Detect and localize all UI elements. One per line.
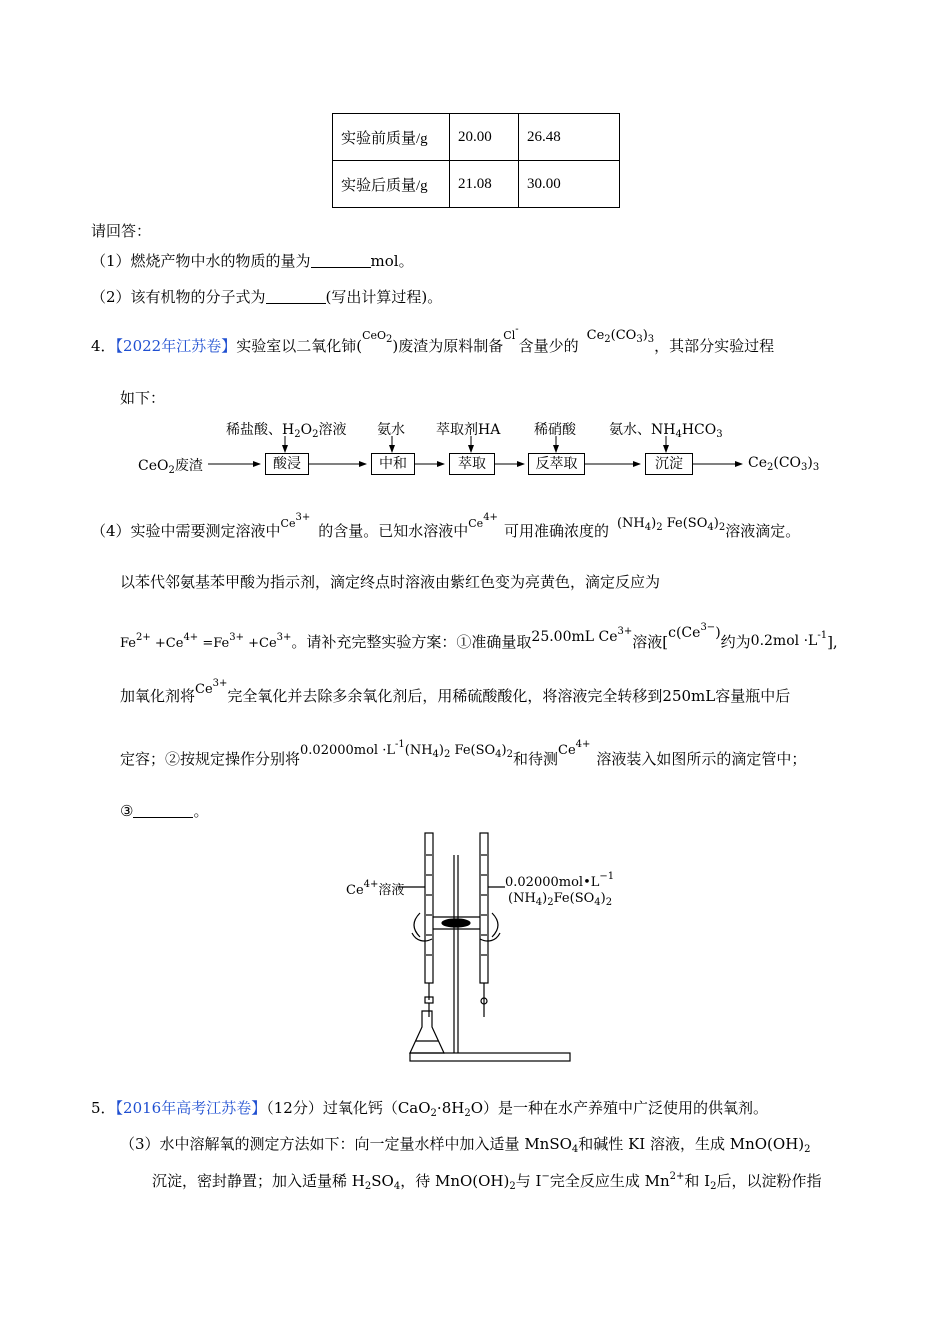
reagent-2: 氨水 xyxy=(377,422,405,438)
text: 后，以淀粉作指 xyxy=(716,1172,822,1190)
text: HCO xyxy=(681,422,717,438)
source-tag: 【2016年高考江苏卷】 xyxy=(115,1099,267,1117)
text: （2）该有机物的分子式为 xyxy=(91,288,266,306)
text: 废渣 xyxy=(174,458,203,474)
text: ，待 MnO(OH) xyxy=(400,1172,510,1190)
step-acid-leach: 酸浸 xyxy=(265,453,309,475)
formula-ce4: Ce4+ xyxy=(468,512,498,530)
please-answer: 请回答： xyxy=(91,222,152,240)
q4-part4-line2: 以苯代邻氨基苯甲酸为指示剂，滴定终点时溶液由紫红色变为亮黄色，滴定反应为 xyxy=(120,573,661,591)
text: O）是一种在水产养殖中广泛使用的供氧剂。 xyxy=(470,1099,769,1117)
text: CeO xyxy=(138,458,169,474)
text: Cl xyxy=(503,329,516,342)
text: (写出计算过程)。 xyxy=(325,288,443,306)
text: O xyxy=(300,422,313,438)
titration-figure xyxy=(340,825,620,1065)
text: 完全反应生成 Mn xyxy=(549,1172,670,1190)
q4-part4-line5 xyxy=(120,739,807,770)
step-extract: 萃取 xyxy=(449,453,495,475)
text: 溶液滴定。 xyxy=(725,522,801,540)
text: 溶液[ xyxy=(632,633,669,651)
text: CeO xyxy=(362,329,387,342)
step-neutralize: 中和 xyxy=(371,453,415,475)
text: 溶液 xyxy=(378,883,405,898)
reagent-5: 氨水、$NH_4HCO_3$ xyxy=(609,422,723,440)
flow-end: $Ce_2(CO_3)_3$ xyxy=(748,455,820,473)
text: 约为 xyxy=(720,633,751,651)
text: 沉淀，密封静置；加入适量稀 H xyxy=(152,1172,365,1190)
text: 与 I xyxy=(515,1172,542,1190)
titrant-formula: $0.02000mol \cdot L^{-1}(NH_4)_2$ $Fe(SO_4)_2$ xyxy=(300,739,513,760)
text: 含量少的 xyxy=(518,337,579,355)
text: 完全氧化并去除多余氧化剂后，用稀硫酸酸化，将溶液完全转移到250mL容量瓶中后 xyxy=(227,687,791,705)
left-burette-label: $Ce^{4+}$溶液 xyxy=(346,879,405,898)
text: 氨水、NH xyxy=(609,422,676,438)
formula-ce4: $Ce^{4+}$ xyxy=(558,739,591,758)
text: SO xyxy=(371,1172,394,1190)
step-back-extract: 反萃取 xyxy=(528,453,585,475)
right-burette-label: $0.02000mol•L^{-1}$ xyxy=(505,871,615,890)
titration-apparatus-illustration xyxy=(340,825,620,1065)
text: 溶液装入如图所示的滴定管中； xyxy=(596,750,807,768)
formula-ce2co33: $Ce_2(CO_3)_3$ xyxy=(586,328,655,345)
q5-line1: 5．【2016年高考江苏卷】（12分）过氧化钙$(CaO_2\cdot 8H_2O)$是一种在水产养殖中广泛使用的供氧剂。 xyxy=(91,1099,769,1119)
formula-ceo2: CeO2 xyxy=(362,329,393,345)
text: （1）燃烧产物中水的物质的量为 xyxy=(91,252,311,270)
formula-nh4-fe-so4: $(NH_4)_2$ $Fe(SO_4)_2$ xyxy=(616,516,726,533)
table-cell: 实验后质量/g xyxy=(333,161,450,208)
table-cell: 21.08 xyxy=(450,161,519,208)
text: mol。 xyxy=(370,252,414,270)
text: (NH xyxy=(508,891,536,906)
text: 的含量。已知水溶液中 xyxy=(318,522,469,540)
text: 25.00mL xyxy=(531,629,595,645)
text: Ce xyxy=(586,328,605,343)
table-cell: 实验前质量/g xyxy=(333,114,450,161)
clamp-center xyxy=(442,919,470,927)
q5-line2: （3）水中溶解氧的测定方法如下：向一定量水样中加入适量 MnSO$_4$和碱性 KI 溶液，生成 $MnO(OH)_2$ xyxy=(120,1135,811,1155)
text: 0.02000mol xyxy=(300,743,379,758)
text: 加氧化剂将 xyxy=(120,687,196,705)
q4-line2: 如下： xyxy=(120,389,166,407)
table-cell: 26.48 xyxy=(519,114,620,161)
text: ·8H xyxy=(436,1099,465,1117)
q4-part4-line4 xyxy=(120,678,791,706)
concentration: $0.2mol \cdot L^{-1}$ xyxy=(750,630,828,649)
conical-flask xyxy=(410,1011,444,1053)
q5-line3: 沉淀，密封静置；加入适量稀 $H_2SO_4$，待 $MnO(OH)_2$与 I−完全反应生成 $Mn^{2+}$和 $I_2$后，以淀粉作指 xyxy=(152,1171,822,1192)
question-number: 4． xyxy=(91,337,116,355)
process-flow xyxy=(0,0,950,500)
reaction-equation: $Fe^{2+} +Ce^{4+} =Fe^{3+} +Ce^{3+}$ xyxy=(120,632,292,651)
reagent-3: 萃取剂HA xyxy=(436,422,501,438)
answer-blank xyxy=(133,803,193,818)
formula-ce3: $Ce^{3+}$ xyxy=(195,678,228,697)
formula-cl: Cl- xyxy=(503,324,519,342)
text: 0.02000mol•L xyxy=(505,875,600,890)
text: )废渣为原料制备 xyxy=(392,337,504,355)
text: 和碱性 KI 溶液，生成 MnO(OH) xyxy=(578,1135,805,1153)
text: ③ xyxy=(120,802,134,820)
reagent-4: 稀硝酸 xyxy=(534,422,576,438)
table-cell: 30.00 xyxy=(519,161,620,208)
stand-base xyxy=(410,1053,570,1061)
text: （3）水中溶解氧的测定方法如下：向一定量水样中加入适量 MnSO xyxy=(120,1135,572,1153)
text: 。 xyxy=(193,802,209,820)
step-precipitate: 沉淀 xyxy=(645,453,693,475)
text: （12分）过氧化钙（CaO xyxy=(266,1099,431,1117)
table-cell: 20.00 xyxy=(450,114,519,161)
text: 0.2mol xyxy=(750,633,800,649)
text: 稀盐酸、H xyxy=(226,422,295,438)
source-tag: 【2022年江苏卷】 xyxy=(115,337,237,355)
flow-start: CeO$_2$废渣 xyxy=(138,458,203,476)
q4-part4-line6 xyxy=(120,800,208,821)
volume: 25.00mL $Ce^{3+}$ xyxy=(531,626,633,645)
question-number: 5． xyxy=(91,1099,116,1117)
text: 和待测 xyxy=(512,750,558,768)
formula-ce3: Ce3+ xyxy=(280,512,311,530)
flow-arrows xyxy=(0,0,950,500)
text: 和 I xyxy=(684,1172,711,1190)
formula-c-ce3: $c(Ce^{3-})$ xyxy=(668,622,721,641)
text: 溶液 xyxy=(318,422,347,438)
text: 实验室以二氧化铈( xyxy=(236,337,363,355)
text: 定容；②按规定操作分别将 xyxy=(120,750,301,768)
text: 。请补充完整实验方案：①准确量取 xyxy=(291,633,532,651)
q4-part4-line3: $Fe^{2+} +Ce^{4+} =Fe^{3+} +Ce^{3+}$。请补充完整实验方案：①准确量取25.00mL $Ce^{3+}$溶液[$c(Ce^{3-})$约为$0.2mol \cdot L^{-1}$], xyxy=(120,622,838,651)
q4-part4-line1 xyxy=(91,512,801,542)
text: Ce xyxy=(748,455,767,471)
reagent-1: 稀盐酸、$H_2O_2$溶液 xyxy=(226,422,347,440)
text: （4）实验中需要测定溶液中 xyxy=(91,522,281,540)
right-burette-formula: $(NH_4)_2Fe(SO_4)_2$ xyxy=(508,891,613,908)
text: ，其部分实验过程 xyxy=(654,337,775,355)
text: 可用准确浓度的 xyxy=(503,522,609,540)
